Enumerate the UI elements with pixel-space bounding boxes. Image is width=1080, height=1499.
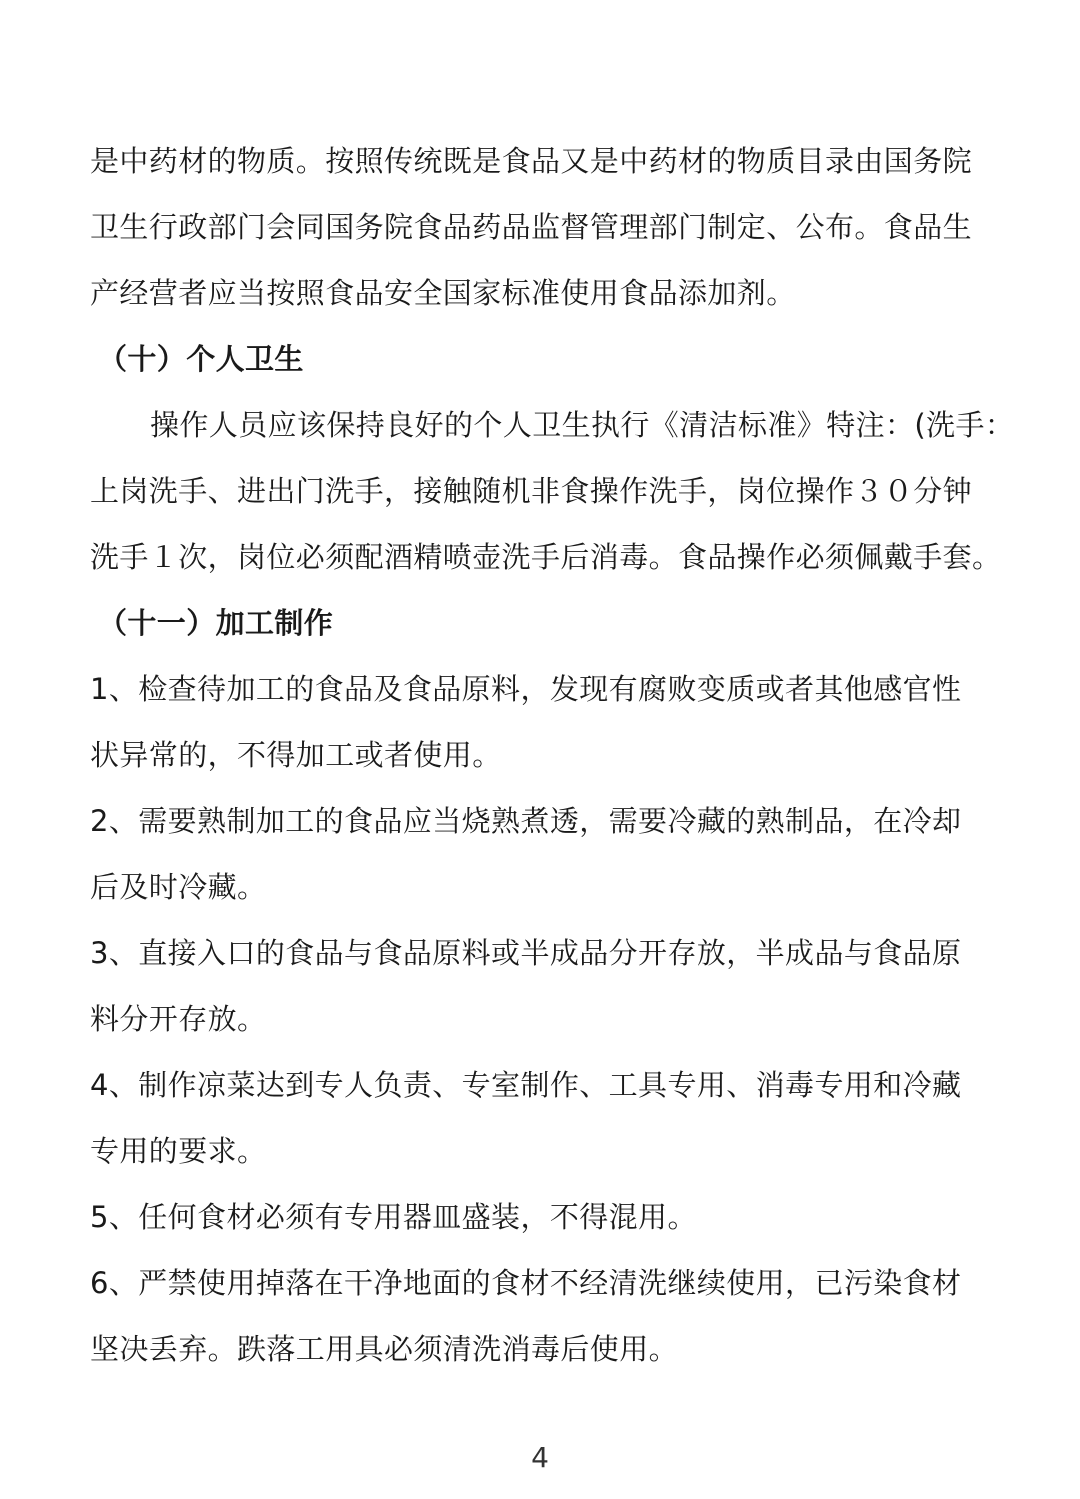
section-heading-personal-hygiene: （十）个人卫生 (98, 342, 304, 376)
list-item-2-line: 后及时冷藏。 (90, 870, 267, 904)
page-number: 4 (531, 1441, 549, 1474)
list-item-4-line: 专用的要求。 (90, 1134, 267, 1168)
list-item-3-line: 料分开存放。 (90, 1002, 267, 1036)
list-item-1-line: 状异常的，不得加工或者使用。 (90, 738, 502, 772)
document-body (90, 128, 1015, 1382)
list-item-5-line: 5、任何食材必须有专用器皿盛装，不得混用。 (90, 1200, 697, 1234)
paragraph-line: 操作人员应该保持良好的个人卫生执行《清洁标准》特注：(洗手： (150, 408, 1015, 442)
paragraph-line: 上岗洗手、进出门洗手，接触随机非食操作洗手，岗位操作３０分钟 (90, 474, 973, 508)
list-item-2-line: 2、需要熟制加工的食品应当烧熟煮透，需要冷藏的熟制品，在冷却 (90, 804, 962, 838)
list-item-4-line: 4、制作凉菜达到专人负责、专室制作、工具专用、消毒专用和冷藏 (90, 1068, 962, 1102)
paragraph-line: 洗手１次，岗位必须配酒精喷壶洗手后消毒。食品操作必须佩戴手套。 (90, 540, 1002, 574)
paragraph-line: 是中药材的物质。按照传统既是食品又是中药材的物质目录由国务院 (90, 144, 973, 178)
paragraph-line: 卫生行政部门会同国务院食品药品监督管理部门制定、公布。食品生 (90, 210, 973, 244)
list-item-3-line: 3、直接入口的食品与食品原料或半成品分开存放，半成品与食品原 (90, 936, 962, 970)
list-item-6-line: 坚决丢弃。跌落工用具必须清洗消毒后使用。 (90, 1332, 679, 1366)
paragraph-line: 产经营者应当按照食品安全国家标准使用食品添加剂。 (90, 276, 796, 310)
list-item-1-line: 1、检查待加工的食品及食品原料，发现有腐败变质或者其他感官性 (90, 672, 962, 706)
list-item-6-line: 6、严禁使用掉落在干净地面的食材不经清洗继续使用，已污染食材 (90, 1266, 962, 1300)
section-heading-processing: （十一）加工制作 (98, 606, 334, 640)
